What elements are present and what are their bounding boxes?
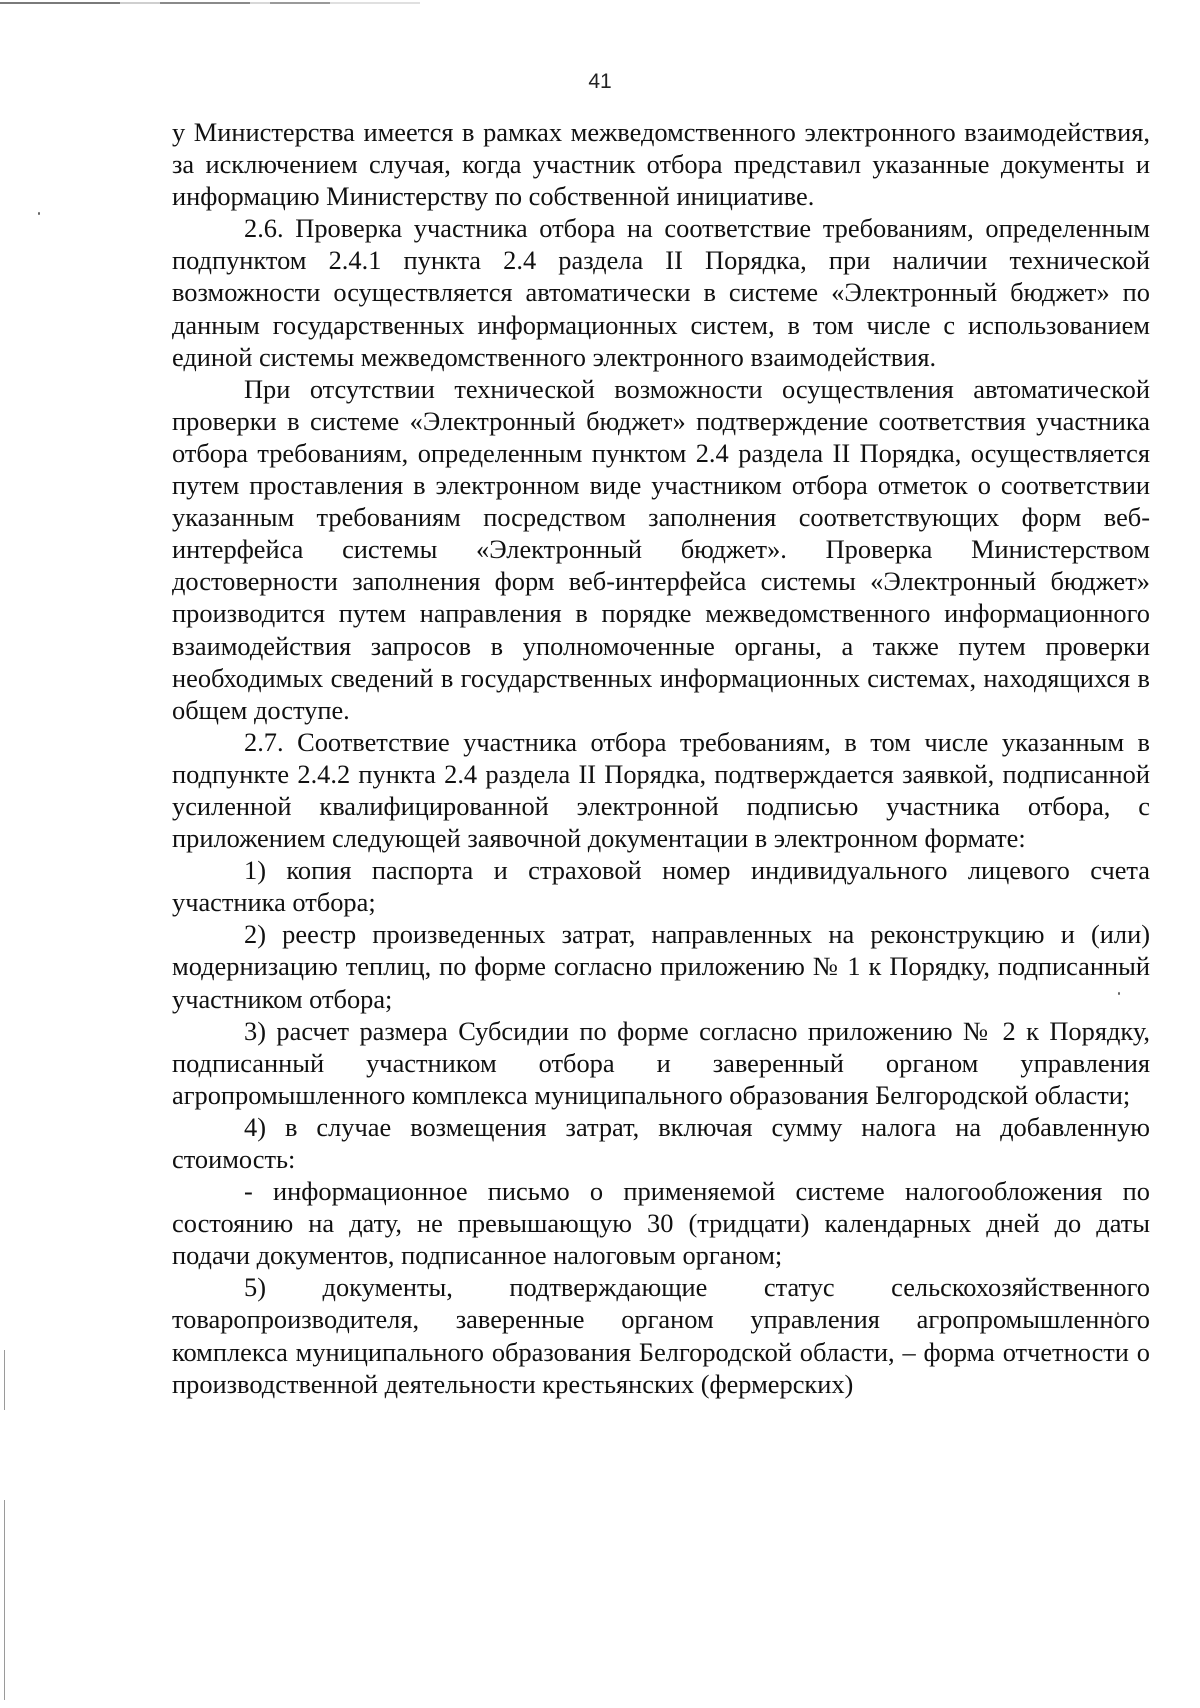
scan-margin-mark — [4, 1350, 5, 1410]
page-number: 41 — [588, 70, 612, 93]
scan-margin-mark — [4, 1500, 5, 1700]
list-subitem-tax-letter: - информационное письмо о применяемой системе налогообложения по состоянию на дату, не превышающую 30 (тридцати) календарных дней до даты подачи документов, подписанное налоговым органом; — [172, 1176, 1150, 1271]
list-item-3: 3) расчет размера Субсидии по форме согласно приложению № 2 к Порядку, подписанный участником отбора и заверенный органом управления агропромышленного комплекса муниципального образования Белгородской области; — [172, 1015, 1150, 1110]
list-item-1: 1) копия паспорта и страховой номер индивидуального лицевого счета участника отбора; — [172, 855, 1150, 918]
document-body — [172, 116, 1150, 1400]
scan-speck — [38, 212, 40, 215]
scan-edge-line — [0, 2, 420, 4]
paragraph-2-7: 2.7. Соответствие участника отбора требованиям, в том числе указанным в подпункте 2.4.2 пункта 2.4 раздела II Порядка, подтверждается заявкой, подписанной усиленной квалифицированной электронной подписью участника отбора, с приложением следующей заявочной документации в электронном формате: — [172, 726, 1150, 854]
paragraph-automatic-check: При отсутствии технической возможности осуществления автоматической проверки в системе «Электронный бюджет» подтверждение соответствия участника отбора требованиям, определенным пунктом 2.4 раздела II Порядка, осуществляется путем проставления в электронном виде участником отбора отметок о соответствии указанным требованиям посредством заполнения соответствующих форм веб-интерфейса системы «Электронный бюджет». Проверка Министерством достоверности заполнения форм веб-интерфейса системы «Электронный бюджет» производится путем направления в порядке межведомственного информационного взаимодействия запросов в уполномоченные органы, а также путем проверки необходимых сведений в государственных информационных системах, находящихся в общем доступе. — [172, 373, 1150, 725]
paragraph-2-6: 2.6. Проверка участника отбора на соответствие требованиям, определенным подпунктом 2.4.1 пункта 2.4 раздела II Порядка, при наличии технической возможности осуществляется автоматически в системе «Электронный бюджет» по данным государственных информационных систем, в том числе с использованием единой системы межведомственного электронного взаимодействия. — [172, 213, 1150, 372]
list-item-2: 2) реестр произведенных затрат, направленных на реконструкцию и (или) модернизацию теплиц, по форме согласно приложению № 1 к Порядку, подписанный участником отбора; — [172, 919, 1150, 1014]
list-item-5: 5) документы, подтверждающие статус сельскохозяйственного товаропроизводителя, заверенные органом управления агропромышленного комплекса муниципального образования Белгородской области, – форма отчетности о производственной деятельности крестьянских (фермерских) — [172, 1272, 1150, 1399]
paragraph-continuation: у Министерства имеется в рамках межведомственного электронного взаимодействия, за исключением случая, когда участник отбора представил указанные документы и информацию Министерству по собственной инициативе. — [172, 117, 1150, 212]
list-item-4: 4) в случае возмещения затрат, включая сумму налога на добавленную стоимость: — [172, 1111, 1150, 1174]
